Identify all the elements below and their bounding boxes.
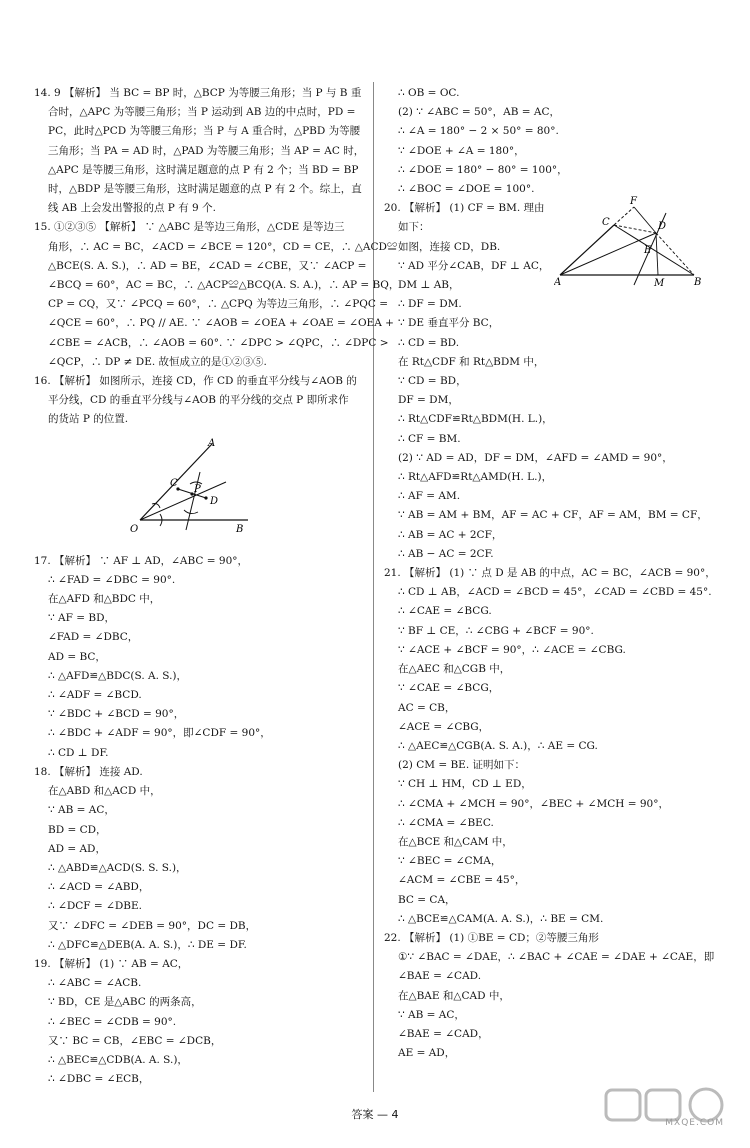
text-line: ∴ CD = BD.	[398, 336, 460, 349]
extension-cf	[614, 207, 634, 225]
text-line: ∵ DE 垂直平分 BC，	[398, 317, 500, 330]
column-divider	[373, 82, 374, 1092]
text-line: 如下：	[398, 221, 430, 234]
text-line: DF = DM，	[398, 394, 459, 407]
text-line: AC = CB，	[398, 701, 456, 714]
text-line: ∠BAE = ∠CAD，	[398, 1027, 489, 1040]
text-line: ∴ CD ⊥ AB，∠ACD = ∠BCD = 45°，∠CAD = ∠CBD = 45°.	[398, 586, 712, 599]
text-line: ∴ ∠DOE = 180° − 80° = 100°，	[398, 163, 568, 176]
text-line: ∴ △BCE≌△CAM(A. A. S.)，∴ BE = CM.	[398, 912, 604, 925]
text-line: 22. 【解析】 (1) ①BE = CD；②等腰三角形	[384, 931, 599, 944]
text-line: ∴ CD ⊥ DF.	[48, 746, 109, 759]
text-line: ∴ △BEC≌△CDB(A. A. S.)，	[48, 1053, 188, 1066]
text-line: ∵ CD = BD，	[398, 375, 467, 388]
question-14	[34, 84, 364, 218]
question-21	[384, 564, 714, 929]
text-line: ∠BCQ = 60°，AC = BC，∴ △ACP≌△BCQ(A. S. A.)，∴ AP = BQ，	[48, 279, 400, 292]
text-line: 14. 9 【解析】 当 BC = BP 时，△BCP 为等腰三角形；当 P 与 B 重	[34, 87, 362, 99]
label-o: O	[130, 523, 139, 535]
text-line: AD = AD，	[48, 842, 106, 855]
text-line: ∵ AD 平分∠CAB，DF ⊥ AC，	[398, 259, 550, 272]
text-line: ∠ACM = ∠CBE = 45°，	[398, 874, 526, 887]
text-line: ∠FAD = ∠DBC，	[48, 631, 139, 644]
segment-dm	[656, 233, 658, 275]
text-line: ∴ CF = BM.	[398, 432, 461, 445]
label-b: B	[694, 277, 702, 288]
text-line: ∴ ∠CAE = ∠BCG.	[398, 605, 492, 618]
triangle-diagram	[554, 195, 704, 287]
text-line: ∵ BF ⊥ CE，∴ ∠CBG + ∠BCF = 90°.	[398, 624, 594, 637]
text-line: ∵ ∠BEC = ∠CMA，	[398, 855, 502, 868]
page-number: 答案 — 4	[351, 1108, 399, 1121]
text-line: 角形，∴ AC = BC，∠ACD = ∠BCE = 120°，CD = CE，∴ △ACD≌	[48, 240, 398, 253]
segment-ac	[560, 225, 614, 275]
text-line: ∴ DF = DM.	[398, 298, 462, 311]
text-line: 18. 【解析】 连接 AD.	[34, 765, 143, 778]
right-column	[384, 84, 714, 1063]
text-line: ∴ ∠BEC = ∠CDB = 90°.	[48, 1015, 177, 1028]
text-line: (2) ∵ ∠ABC = 50°，AB = AC，	[398, 106, 561, 119]
text-line: 三角形；当 PA = AD 时，△PAD 为等腰三角形；当 AP = AC 时，	[48, 144, 365, 157]
point-d	[204, 496, 207, 499]
text-line: △BCE(S. A. S.)，∴ AD = BE，∠CAD = ∠CBE，又∵ ∠ACP =	[48, 259, 367, 272]
text-line: 线 AB 上会发出警报的点 P 有 9 个.	[48, 202, 216, 215]
text-line: ∴ ∠DCF = ∠DBE.	[48, 900, 142, 913]
label-d: D	[210, 495, 219, 507]
label-c: C	[170, 477, 178, 489]
text-line: 在△BCE 和△CAM 中，	[398, 835, 513, 848]
question-15	[34, 218, 400, 372]
text-line: ∠BAE = ∠CAD.	[398, 970, 482, 983]
text-line: ∵ ∠DOE + ∠A = 180°，	[398, 144, 525, 157]
text-line: ∵ AF = BD，	[48, 612, 115, 625]
text-line: ∴ ∠A = 180° − 2 × 50° = 80°.	[398, 125, 559, 138]
watermark-logo	[602, 1086, 732, 1134]
text-line: ∵ ∠BDC + ∠BCD = 90°，	[48, 708, 185, 721]
text-line: ∴ △AEC≌△CGB(A. S. A.)，∴ AE = CG.	[398, 739, 598, 752]
question-18	[34, 763, 364, 955]
text-line: 又∵ BC = CB，∠EBC = ∠DCB，	[48, 1034, 222, 1047]
label-a: A	[208, 437, 216, 449]
text-line: ∴ Rt△AFD≌Rt△AMD(H. L.)，	[398, 471, 553, 484]
text-line: (2) ∵ AD = AD，DF = DM，∠AFD = ∠AMD = 90°，	[398, 451, 673, 464]
text-line: ∵ CH ⊥ HM，CD ⊥ ED，	[398, 778, 532, 791]
perpendicular-bisector	[186, 472, 200, 530]
text-line: BC = CA，	[398, 893, 456, 906]
label-b: B	[236, 523, 244, 535]
text-line: DM ⊥ AB，	[398, 279, 460, 292]
text-line: 在△ABD 和△ACD 中，	[48, 785, 161, 798]
text-line: ∴ △DFC≌△DEB(A. A. S.)，∴ DE = DF.	[48, 938, 247, 951]
label-p: P	[194, 483, 201, 495]
text-line: 又∵ ∠DFC = ∠DEB = 90°，DC = DB，	[48, 919, 257, 932]
angle-bisector-diagram	[126, 434, 266, 542]
text-line: ①∵ ∠BAC = ∠DAE，∴ ∠BAC + ∠CAE = ∠DAE + ∠CAE，即	[398, 951, 715, 964]
text-line: PC，此时△PCD 为等腰三角形；当 P 与 A 重合时，△PBD 为等腰	[48, 125, 361, 138]
text-line: △APC 是等腰三角形，这时满足题意的点 P 有 2 个；当 BD = BP	[48, 163, 359, 176]
text-line: ∠QCE = 60°，∴ PQ // AE. ∵ ∠AOB = ∠OEA + ∠OAE = ∠OEA +	[48, 317, 394, 330]
text-line: ∵ ∠CAE = ∠BCG，	[398, 682, 500, 695]
text-line: ∵ BD，CE 是△ABC 的两条高，	[48, 996, 202, 1009]
figure-20-diagram	[554, 195, 704, 294]
text-line: ∴ ∠BOC = ∠DOE = 100°.	[398, 183, 535, 196]
text-line: CP = CQ，又∵ ∠PCQ = 60°，∴ △CPQ 为等边三角形，∴ ∠PQC =	[48, 298, 389, 311]
text-line: ∴ ∠BDC + ∠ADF = 90°，即∠CDF = 90°，	[48, 727, 271, 740]
text-line: ∴ ∠ABC = ∠ACB.	[48, 977, 142, 990]
question-19-continued	[384, 84, 714, 199]
segment-df	[634, 207, 656, 233]
text-line: ∵ AB = AM + BM，AF = AC + CF，AF = AM，BM = CF，	[398, 509, 708, 522]
question-19	[34, 955, 364, 1089]
text-line: ∴ ∠ACD = ∠ABD，	[48, 881, 150, 894]
left-column	[34, 84, 400, 1089]
text-line: ∴ △ABD≌△ACD(S. S. S.)，	[48, 861, 187, 874]
text-line: 在△BAE 和△CAD 中，	[398, 989, 510, 1002]
text-line: 在△AFD 和△BDC 中，	[48, 593, 161, 606]
text-line: ∵ AB = AC，	[48, 804, 115, 817]
text-line: 合时，△APC 为等腰三角形；当 P 运动到 AB 边的中点时，PD =	[48, 106, 356, 119]
text-line: ∠QCP，∴ DP ≠ DE. 故恒成立的是①②③⑤.	[48, 355, 267, 368]
text-line: ∴ AF = AM.	[398, 490, 461, 503]
text-line: AE = AD，	[398, 1047, 456, 1060]
text-line: (2) CM = BE. 证明如下：	[398, 759, 526, 772]
text-line: ∴ ∠DBC = ∠ECB，	[48, 1073, 150, 1086]
text-line: 21. 【解析】 (1) ∵ 点 D 是 AB 的中点，AC = BC，∠ACB = 90°，	[384, 567, 716, 580]
text-line: AD = BC，	[48, 650, 106, 663]
text-line: 时，△BDP 是等腰三角形，这时满足题意的点 P 有 2 个。综上，直	[48, 183, 362, 196]
text-line: 19. 【解析】 (1) ∵ AB = AC，	[34, 957, 189, 970]
text-line: ∠CBE = ∠ACB，∴ ∠AOB = 60°. ∵ ∠DPC > ∠QPC，∴ ∠DPC >	[48, 336, 389, 349]
text-line: BD = CD，	[48, 823, 107, 836]
text-line: 17. 【解析】 ∵ AF ⊥ AD，∠ABC = 90°，	[34, 554, 249, 567]
text-line: 16. 【解析】 如图所示，连接 CD，作 CD 的垂直平分线与∠AOB 的	[34, 375, 357, 388]
text-line: ∴ ∠FAD = ∠DBC = 90°.	[48, 573, 176, 586]
text-line: ∴ Rt△CDF≌Rt△BDM(H. L.)，	[398, 413, 553, 426]
text-line: ∴ ∠ADF = ∠BCD.	[48, 689, 142, 702]
label-a: A	[554, 277, 562, 288]
text-line: 的货站 P 的位置.	[48, 413, 129, 426]
text-line: ∴ AB − AC = 2CF.	[398, 547, 494, 560]
text-line: ∴ AB = AC + 2CF，	[398, 528, 503, 541]
question-22	[384, 929, 714, 1063]
label-e: E	[644, 245, 652, 257]
label-m: M	[654, 278, 665, 288]
question-16	[34, 372, 364, 546]
text-line: ∵ ∠ACE + ∠BCF = 90°，∴ ∠ACE = ∠CBG.	[398, 643, 626, 656]
text-line: ∵ AB = AC，	[398, 1008, 465, 1021]
label-f: F	[630, 196, 637, 208]
label-c: C	[602, 217, 610, 229]
question-17	[34, 552, 364, 763]
label-d: D	[658, 221, 667, 233]
text-line: 如图，连接 CD，DB.	[398, 240, 501, 253]
text-line: 在△AEC 和△CGB 中，	[398, 663, 511, 676]
text-line: ∴ △AFD≌△BDC(S. A. S.)，	[48, 669, 188, 682]
text-line: ∠ACE = ∠CBG，	[398, 720, 490, 733]
text-line: ∴ ∠CMA + ∠MCH = 90°，∠BEC + ∠MCH = 90°，	[398, 797, 669, 810]
text-line: 平分线，CD 的垂直平分线与∠AOB 的平分线的交点 P 即所求作	[48, 394, 349, 407]
figure-16-diagram	[34, 434, 364, 546]
watermark-url: MXQE.COM	[665, 1118, 724, 1128]
question-20	[384, 196, 714, 564]
text-line: 20. 【解析】 (1) CF = BM. 理由	[384, 202, 545, 215]
segment-db	[656, 233, 694, 275]
text-line: 15. ①②③⑤ 【解析】 ∵ △ABC 是等边三角形，△CDE 是等边三	[34, 221, 345, 234]
text-line: ∴ OB = OC.	[398, 87, 460, 99]
text-line: ∴ ∠CMA = ∠BEC.	[398, 816, 494, 829]
text-line: 在 Rt△CDF 和 Rt△BDM 中，	[398, 355, 545, 368]
